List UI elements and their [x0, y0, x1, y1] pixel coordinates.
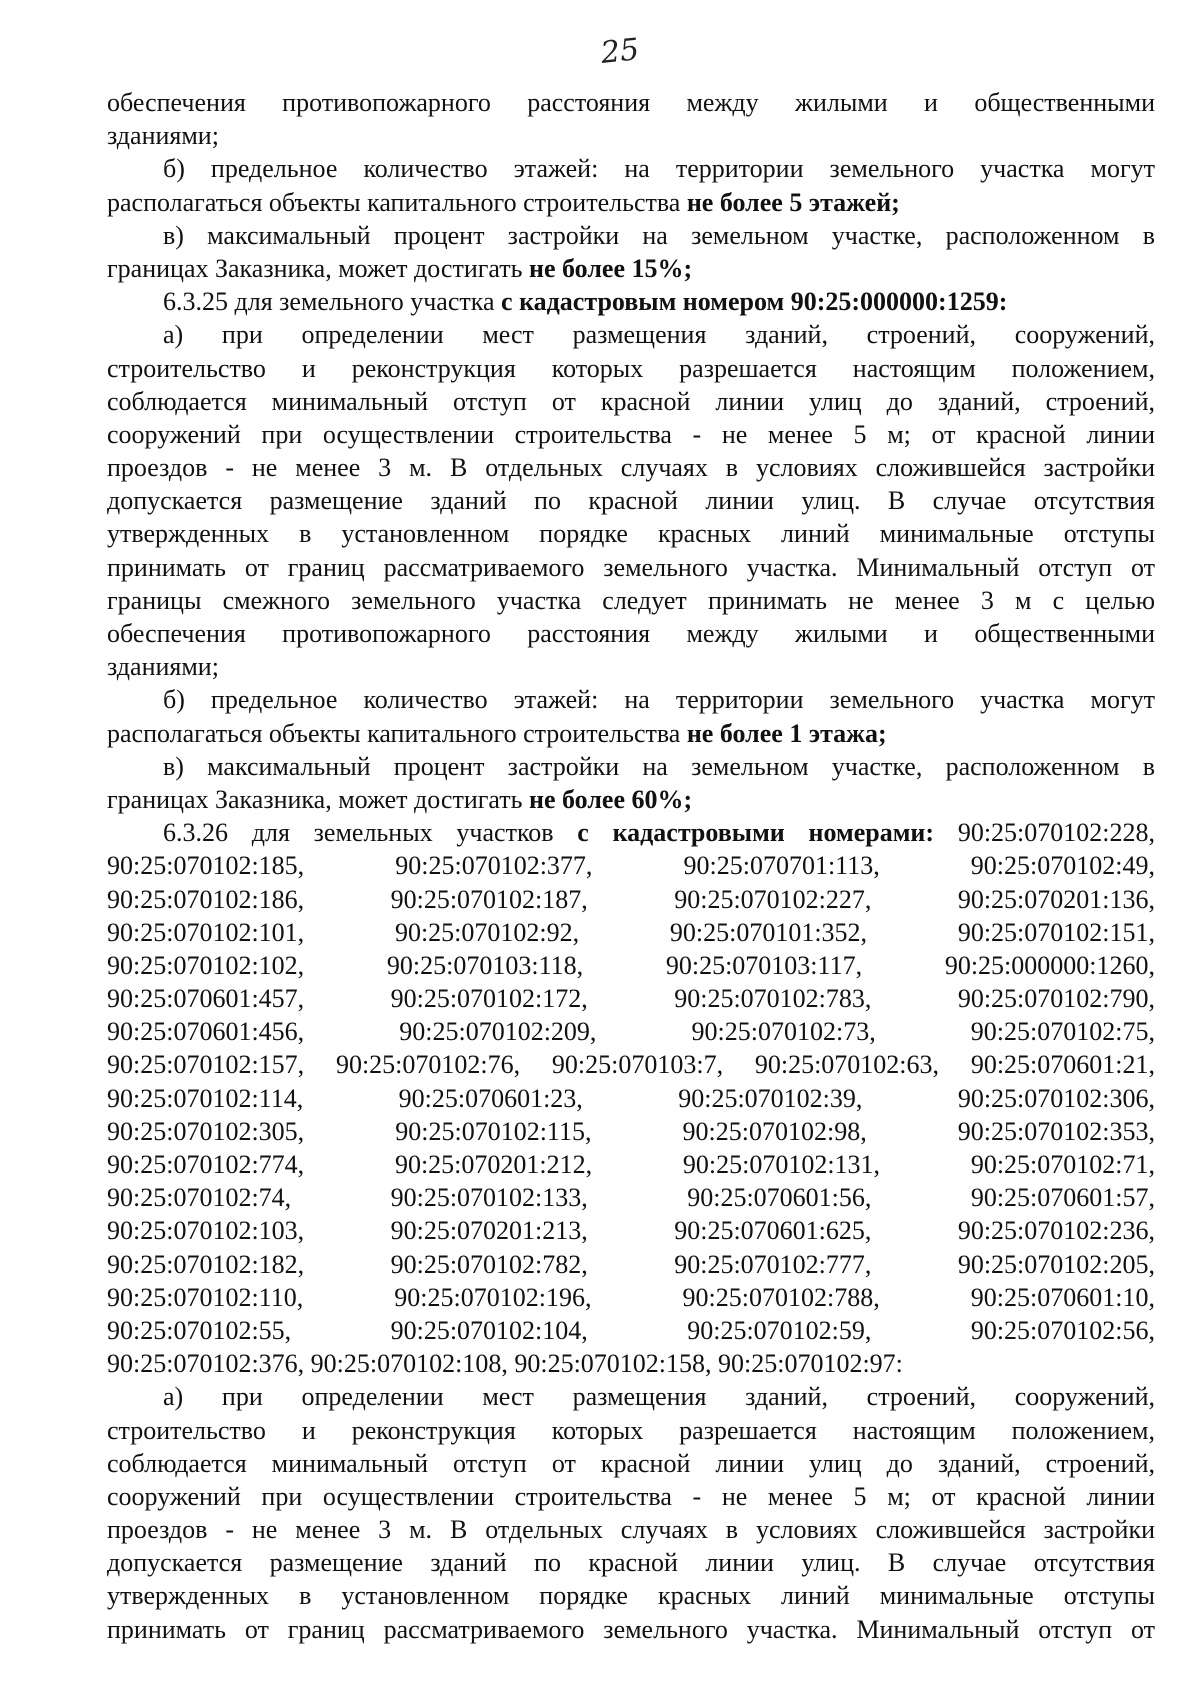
text-line: [107, 816, 1155, 849]
cadastral-number: 90:25:070601:23,: [398, 1083, 583, 1113]
cadastral-number: 90:25:070102:110,: [107, 1282, 304, 1312]
text-line: [107, 1447, 1155, 1480]
text-line: [107, 451, 1155, 484]
cadastral-numbers-row: [107, 982, 1155, 1015]
text-fragment: строительство и реконструкция которых разрешается настоящим положением,: [107, 1415, 1155, 1445]
cadastral-number: 90:25:070102:114,: [107, 1083, 304, 1113]
cadastral-numbers-list: [107, 849, 1155, 1347]
cadastral-number: 90:25:070601:10,: [970, 1282, 1155, 1312]
text-line: [107, 418, 1155, 451]
bold-text-fragment: не более 60%;: [528, 784, 693, 814]
cadastral-number: 90:25:070102:71,: [970, 1150, 1155, 1179]
text-fragment: располагаться объекты капитального строительства: [107, 187, 687, 217]
cadastral-number: 90:25:070102:182,: [107, 1249, 305, 1279]
text-fragment: а) при определении мест размещения зданий, строений, сооружений,: [163, 320, 1155, 350]
text-line: [107, 252, 1155, 285]
text-fragment: границы смежного земельного участка следует принимать не менее 3 м с целью: [107, 585, 1155, 615]
text-fragment: сооружений при осуществлении строительства - не менее 5 м; от красной линии: [107, 1481, 1155, 1511]
cadastral-number: 90:25:070102:227,: [674, 884, 872, 914]
cadastral-number: 90:25:070102:774,: [107, 1150, 305, 1179]
cadastral-numbers-row: [107, 1248, 1155, 1281]
text-fragment: б) предельное количество этажей: на территории земельного участка могут: [163, 154, 1155, 184]
text-fragment: 6.3.25 для земельного участка: [163, 287, 502, 317]
cadastral-numbers-row: [107, 1082, 1155, 1115]
text-line: [107, 1380, 1155, 1413]
cadastral-numbers-row: [107, 1115, 1155, 1148]
cadastral-number: 90:25:070102:777,: [674, 1249, 872, 1279]
text-line: [107, 1546, 1155, 1579]
text-line: [107, 152, 1155, 185]
cadastral-number: 90:25:070102:133,: [390, 1183, 588, 1213]
cadastral-number: 90:25:070102:209,: [399, 1017, 597, 1047]
cadastral-number: 90:25:070102:377,: [395, 851, 593, 881]
text-fragment: 90:25:070102:228,: [934, 818, 1155, 848]
text-fragment: проездов - не менее 3 м. В отдельных случаях в условиях сложившейся застройки: [107, 453, 1155, 483]
text-fragment: принимать от границ рассматриваемого земельного участка. Минимальный отступ от: [107, 1614, 1155, 1644]
cadastral-number: 90:25:070102:115,: [395, 1116, 592, 1146]
text-line: [107, 1480, 1155, 1513]
cadastral-number: 90:25:070102:98,: [682, 1116, 867, 1146]
cadastral-number: 90:25:070102:196,: [394, 1282, 592, 1312]
text-line: [107, 219, 1155, 252]
text-fragment: допускается размещение зданий по красной линии улиц. В случае отсутствия: [107, 486, 1155, 516]
text-line: [107, 86, 1155, 119]
cadastral-number: 90:25:070102:55,: [107, 1315, 292, 1345]
bold-text-fragment: с кадастровым номером 90:25:000000:1259:: [501, 287, 1008, 317]
cadastral-numbers-row: [107, 1314, 1155, 1347]
cadastral-number: 90:25:070102:103,: [107, 1216, 305, 1246]
cadastral-numbers-row: [107, 1181, 1155, 1214]
cadastral-number: 90:25:070102:306,: [957, 1083, 1155, 1113]
text-line: [107, 783, 1155, 816]
cadastral-number: 90:25:070601:56,: [687, 1183, 872, 1213]
text-block-bottom: [107, 1380, 1155, 1646]
cadastral-number: 90:25:070103:7,: [551, 1050, 724, 1080]
cadastral-number: 90:25:070102:49,: [970, 851, 1155, 881]
cadastral-number: 90:25:070102:151,: [957, 917, 1155, 947]
text-line: [107, 584, 1155, 617]
cadastral-number: 90:25:070102:205,: [957, 1249, 1155, 1279]
cadastral-number: 90:25:070102:353,: [957, 1116, 1155, 1146]
cadastral-number: 90:25:070102:305,: [107, 1116, 305, 1146]
cadastral-number: 90:25:070102:157,: [107, 1050, 305, 1080]
cadastral-number: 90:25:070102:172,: [390, 984, 588, 1014]
cadastral-number: 90:25:070103:117,: [665, 950, 863, 980]
text-fragment: зданиями;: [107, 652, 219, 682]
text-block-top: [107, 86, 1155, 849]
cadastral-number: 90:25:070701:113,: [683, 851, 880, 881]
cadastral-number: 90:25:070102:236,: [957, 1216, 1155, 1246]
text-fragment: сооружений при осуществлении строительства - не менее 5 м; от красной линии: [107, 419, 1155, 449]
cadastral-number: 90:25:070102:73,: [691, 1017, 876, 1047]
cadastral-number: 90:25:070601:456,: [107, 1017, 305, 1047]
cadastral-number: 90:25:070601:625,: [674, 1216, 872, 1246]
cadastral-numbers-row: [107, 1214, 1155, 1247]
cadastral-number: 90:25:070102:788,: [682, 1282, 880, 1312]
text-line: [107, 1579, 1155, 1612]
cadastral-number: 90:25:070102:790,: [957, 984, 1155, 1014]
cadastral-number: 90:25:070102:782,: [390, 1249, 588, 1279]
text-line: [107, 750, 1155, 783]
text-fragment: располагаться объекты капитального строительства: [107, 718, 687, 748]
cadastral-number: 90:25:070102:59,: [687, 1315, 872, 1345]
text-fragment: 6.3.26 для земельных участков: [163, 818, 578, 848]
text-fragment: соблюдается минимальный отступ от красной линии улиц до зданий, строений,: [107, 386, 1155, 416]
text-fragment: принимать от границ рассматриваемого земельного участка. Минимальный отступ от: [107, 552, 1155, 582]
cadastral-number: 90:25:070601:457,: [107, 984, 305, 1014]
cadastral-number: 90:25:070101:352,: [669, 917, 868, 947]
cadastral-number: 90:25:070102:104,: [390, 1315, 588, 1345]
text-line: [107, 517, 1155, 550]
text-line: [107, 551, 1155, 584]
text-fragment: зданиями;: [107, 121, 219, 151]
cadastral-number: 90:25:070102:39,: [678, 1083, 863, 1113]
cadastral-numbers-row: [107, 883, 1155, 916]
cadastral-number: 90:25:070601:57,: [970, 1183, 1155, 1213]
cadastral-number: 90:25:070601:21,: [970, 1050, 1155, 1080]
cadastral-numbers-row: [107, 1015, 1155, 1048]
cadastral-numbers-row: [107, 849, 1155, 882]
text-line: [107, 1414, 1155, 1447]
page-number: 25: [599, 32, 641, 71]
cadastral-number: 90:25:070102:185,: [107, 851, 305, 881]
text-fragment: б) предельное количество этажей: на территории земельного участка могут: [163, 685, 1155, 715]
cadastral-number: 90:25:070102:187,: [390, 884, 588, 914]
bold-text-fragment: не более 1 этажа;: [686, 718, 887, 748]
cadastral-number: 90:25:070201:136,: [957, 884, 1155, 914]
text-fragment: обеспечения противопожарного расстояния между жилыми и общественными: [107, 88, 1155, 117]
text-fragment: соблюдается минимальный отступ от красной линии улиц до зданий, строений,: [107, 1448, 1155, 1478]
cadastral-number: 90:25:000000:1260,: [944, 950, 1155, 980]
text-fragment: проездов - не менее 3 м. В отдельных случаях в условиях сложившейся застройки: [107, 1515, 1155, 1545]
text-line: [107, 119, 1155, 152]
text-line: [107, 650, 1155, 683]
text-line: [107, 1613, 1155, 1646]
cadastral-numbers-row: [107, 1048, 1155, 1081]
cadastral-number: 90:25:070102:92,: [394, 917, 580, 947]
document-text-body: [107, 86, 1155, 1646]
cadastral-numbers-row: [107, 949, 1155, 982]
cadastral-number: 90:25:070102:74,: [107, 1183, 292, 1213]
cadastral-number: 90:25:070102:76,: [335, 1050, 521, 1080]
text-fragment: в) максимальный процент застройки на земельном участке, расположенном в: [163, 751, 1155, 781]
cadastral-number: 90:25:070102:63,: [754, 1050, 940, 1080]
text-fragment: утвержденных в установленном порядке красных линий минимальные отступы: [107, 1581, 1155, 1611]
cadastral-number: 90:25:070102:783,: [674, 984, 872, 1014]
cadastral-numbers-last-line: 90:25:070102:376, 90:25:070102:108, 90:25:070102:158, 90:25:070102:97:: [107, 1349, 903, 1379]
text-line: [107, 186, 1155, 219]
cadastral-number: 90:25:070102:56,: [970, 1315, 1155, 1345]
text-line: [107, 352, 1155, 385]
bold-text-fragment: с кадастровыми номерами:: [577, 818, 935, 848]
text-line: [107, 285, 1155, 318]
cadastral-number: 90:25:070102:186,: [107, 884, 305, 914]
text-fragment: допускается размещение зданий по красной линии улиц. В случае отсутствия: [107, 1548, 1155, 1578]
cadastral-number: 90:25:070201:213,: [390, 1216, 588, 1246]
text-fragment: а) при определении мест размещения зданий, строений, сооружений,: [163, 1382, 1155, 1412]
text-line: [107, 617, 1155, 650]
cadastral-number: 90:25:070102:101,: [107, 917, 305, 947]
text-line: [107, 683, 1155, 716]
text-line: [107, 484, 1155, 517]
cadastral-number: 90:25:070201:212,: [394, 1150, 593, 1179]
cadastral-number: 90:25:070103:118,: [386, 950, 584, 980]
text-fragment: границах Заказника, может достигать: [107, 253, 529, 283]
text-fragment: обеспечения противопожарного расстояния между жилыми и общественными: [107, 619, 1155, 648]
cadastral-number: 90:25:070102:131,: [682, 1150, 881, 1179]
text-fragment: границах Заказника, может достигать: [107, 784, 529, 814]
bold-text-fragment: не более 15%;: [528, 253, 693, 283]
text-fragment: в) максимальный процент застройки на земельном участке, расположенном в: [163, 220, 1155, 250]
text-line: [107, 318, 1155, 351]
text-fragment: утвержденных в установленном порядке красных линий минимальные отступы: [107, 519, 1155, 549]
cadastral-numbers-row: [107, 1148, 1155, 1181]
bold-text-fragment: не более 5 этажей;: [686, 187, 900, 217]
text-line: [107, 717, 1155, 750]
text-line: [107, 1513, 1155, 1546]
cadastral-number: 90:25:070102:75,: [970, 1017, 1155, 1047]
text-line: [107, 385, 1155, 418]
cadastral-numbers-row: [107, 916, 1155, 949]
cadastral-numbers-row: [107, 1281, 1155, 1314]
text-fragment: строительство и реконструкция которых разрешается настоящим положением,: [107, 353, 1155, 383]
cadastral-number: 90:25:070102:102,: [107, 950, 305, 980]
